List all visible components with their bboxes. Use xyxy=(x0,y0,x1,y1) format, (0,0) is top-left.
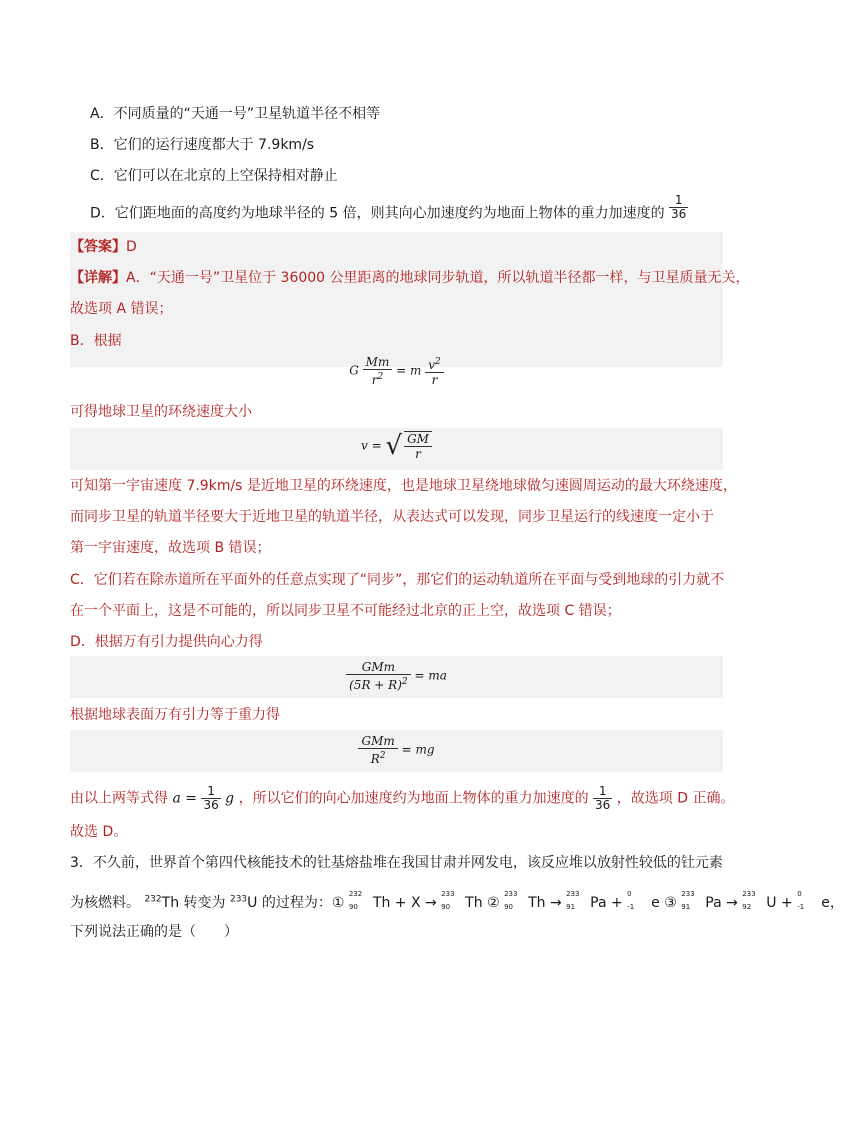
detail-label: 【详解】 xyxy=(70,270,126,286)
detail-c-line1: C．它们若在除赤道所在平面外的任意点实现了“同步”，那它们的运动轨道所在平面与受到地球的引力就不 xyxy=(70,572,725,588)
formula-equals: = m xyxy=(396,363,422,378)
formula-mm-over-r2 xyxy=(363,355,393,387)
fraction-numerator: GMm xyxy=(358,734,397,749)
option-d-text: D．它们距地面的高度约为地球半径的 5 倍，则其向心加速度约为地面上物体的重力加速度的 xyxy=(90,205,665,222)
detail-b-line3: 第一宇宙速度，故选项 B 错误； xyxy=(70,540,271,556)
fraction-denominator: 36 xyxy=(671,207,687,221)
fraction-numerator: Mm xyxy=(363,355,393,370)
formula-centripetal xyxy=(70,660,723,692)
fraction-denominator: $r^2$ xyxy=(371,372,384,387)
detail-after-f1: 可得地球卫星的环绕速度大小 xyxy=(70,404,252,420)
detail-a-line2: 故选项 A 错误； xyxy=(70,301,173,317)
fraction-numerator: GMm xyxy=(346,660,411,675)
detail-b-intro: B．根据 xyxy=(70,333,122,349)
answer-line xyxy=(70,237,137,257)
formula-lhs: v = xyxy=(361,438,382,453)
conclusion-fraction-1: $\frac{1}{36}$ xyxy=(203,784,219,812)
nuclide-pa233b: 233 91 xyxy=(681,890,695,911)
detail-final: 故选 D。 xyxy=(70,824,128,840)
nuclide-pa233: 233 91 xyxy=(566,890,580,911)
detail-b-line1: 可知第一宇宙速度 7.9km/s 是近地卫星的环绕速度，也是地球卫星绕地球做匀速圆周运动的最大环绕速度， xyxy=(70,478,737,494)
formula-rhs: = ma xyxy=(414,668,447,683)
answer-value: D xyxy=(126,239,137,255)
fraction-denominator: $R^2$ xyxy=(370,751,386,766)
q3-line1: 3．不久前，世界首个第四代核能技术的钍基熔盐堆在我国甘肃并网发电，该反应堆以放射性较低的钍元素 xyxy=(70,855,723,871)
formula-gravitation xyxy=(70,355,723,387)
formula-rhs: = mg xyxy=(401,742,435,757)
nuclide-u233: 233 92 xyxy=(742,890,756,911)
conclusion-fraction-2: $\frac{1}{36}$ xyxy=(595,784,611,812)
fraction-denominator: $(5R + R)^2$ xyxy=(349,677,408,692)
detail-b-line2: 而同步卫星的轨道半径要大于近地卫星的轨道半径，从表达式可以发现，同步卫星运行的线速度一定小于 xyxy=(70,509,714,525)
nuclide-th233b: 233 90 xyxy=(504,890,518,911)
formula-velocity xyxy=(70,431,723,461)
fraction-numerator: $v^2$ xyxy=(425,355,444,373)
detail-c-line2: 在一个平面上，这是不可能的，所以同步卫星不可能经过北京的正上空，故选项 C 错误； xyxy=(70,603,621,619)
nuclide-th233: 233 90 xyxy=(441,890,455,911)
detail-conclusion: 由以上两等式得 a = $\frac{1}{36}$ g ，所以它们的向心加速度约为地面上物体的重力加速度的 $\frac{1}{36}$ ，故选项 D 正确。 xyxy=(70,784,735,812)
formula-v2-over-r xyxy=(425,355,444,387)
fraction-denominator: r xyxy=(431,373,438,387)
detail-after-f3: 根据地球表面万有引力等于重力得 xyxy=(70,707,280,723)
option-d-fraction xyxy=(669,194,688,221)
nuclide-e: 0 -1 xyxy=(627,890,635,911)
option-b: B．它们的运行速度都大于 7.9km/s xyxy=(90,137,315,153)
answer-label: 【答案】 xyxy=(70,239,126,255)
fraction-numerator: GM xyxy=(404,432,432,447)
q3-line3: 下列说法正确的是（ ） xyxy=(70,924,238,940)
nuclide-e2: 0 -1 xyxy=(797,890,805,911)
detail-a-line1 xyxy=(70,268,750,288)
nuclide-th232: 232 90 xyxy=(348,890,363,911)
option-d xyxy=(90,193,688,227)
formula-g: G xyxy=(349,363,359,378)
formula-surface xyxy=(70,734,723,766)
detail-a-text: A．“天通一号”卫星位于 36000 公里距离的地球同步轨道，所以轨道半径都一样，与卫星质量无关， xyxy=(126,270,750,286)
sqrt-icon: √ xyxy=(385,431,403,461)
option-c: C．它们可以在北京的上空保持相对静止 xyxy=(90,168,338,184)
q3-line2: 为核燃料。 $^{232}$Th 转变为 $^{233}$U 的过程为：① 232 90 Th + X → 233 90 Th ② 233 90 Th → 233 91 Pa + 0 -1 e ③ 233 91 Pa → 233 92 U + 0 -1 e， xyxy=(70,887,844,913)
option-a: A．不同质量的“天通一号”卫星轨道半径不相等 xyxy=(90,106,381,122)
formula-sqrt xyxy=(404,431,432,461)
fraction-denominator: r xyxy=(415,447,421,461)
detail-d-intro: D．根据万有引力提供向心力得 xyxy=(70,634,263,650)
fraction-numerator: 1 xyxy=(669,194,688,208)
